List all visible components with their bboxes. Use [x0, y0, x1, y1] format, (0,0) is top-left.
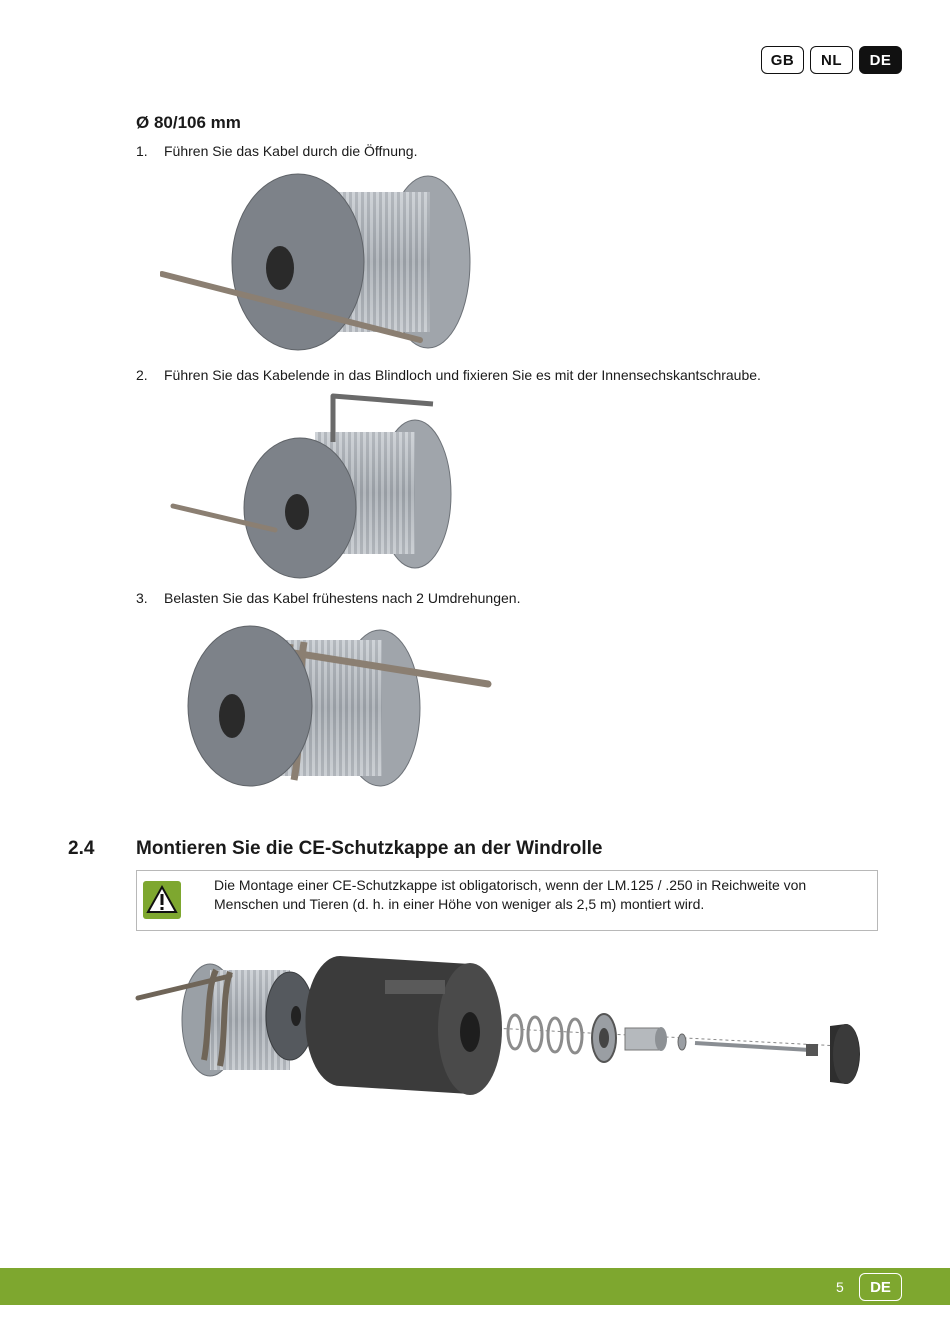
figure-cable-through-opening	[160, 170, 480, 360]
step-1	[136, 143, 417, 159]
language-tab-de[interactable]: DE	[859, 46, 902, 74]
warning-triangle-icon	[143, 881, 181, 919]
figure-hex-key-fixing	[165, 390, 465, 585]
section-number: 2.4	[68, 838, 95, 859]
warning-box	[136, 870, 878, 931]
section-heading	[68, 838, 602, 860]
warning-icon-wrap	[137, 871, 214, 930]
step-text: Führen Sie das Kabel durch die Öffnung.	[164, 143, 418, 159]
step-number: 1.	[136, 143, 148, 159]
subheading: Ø 80/106 mm	[136, 113, 241, 132]
page-number: 5	[836, 1279, 844, 1295]
section-title: Montieren Sie die CE-Schutzkappe an der Windrolle	[136, 838, 603, 859]
figure-ce-cap-exploded	[130, 950, 870, 1100]
step-text: Führen Sie das Kabelende in das Blindloch und fixieren Sie es mit der Innensechskantschraube.	[164, 367, 761, 383]
step-text: Belasten Sie das Kabel frühestens nach 2 Umdrehungen.	[164, 590, 521, 606]
footer-language-badge: DE	[859, 1273, 902, 1301]
warning-text: Die Montage einer CE-Schutzkappe ist obligatorisch, wenn der LM.125 / .250 in Reichweite von Menschen und Tieren (d. h. in einer Höhe von weniger als 2,5 m) montiert wird.	[214, 877, 807, 912]
language-tabs	[761, 46, 902, 74]
language-tab-gb[interactable]: GB	[761, 46, 804, 74]
step-3	[136, 590, 520, 606]
step-number: 3.	[136, 590, 148, 606]
footer-bar	[0, 1268, 950, 1305]
step-2	[136, 367, 761, 383]
step-number: 2.	[136, 367, 148, 383]
figure-cable-wound	[180, 620, 500, 805]
language-tab-nl[interactable]: NL	[810, 46, 853, 74]
